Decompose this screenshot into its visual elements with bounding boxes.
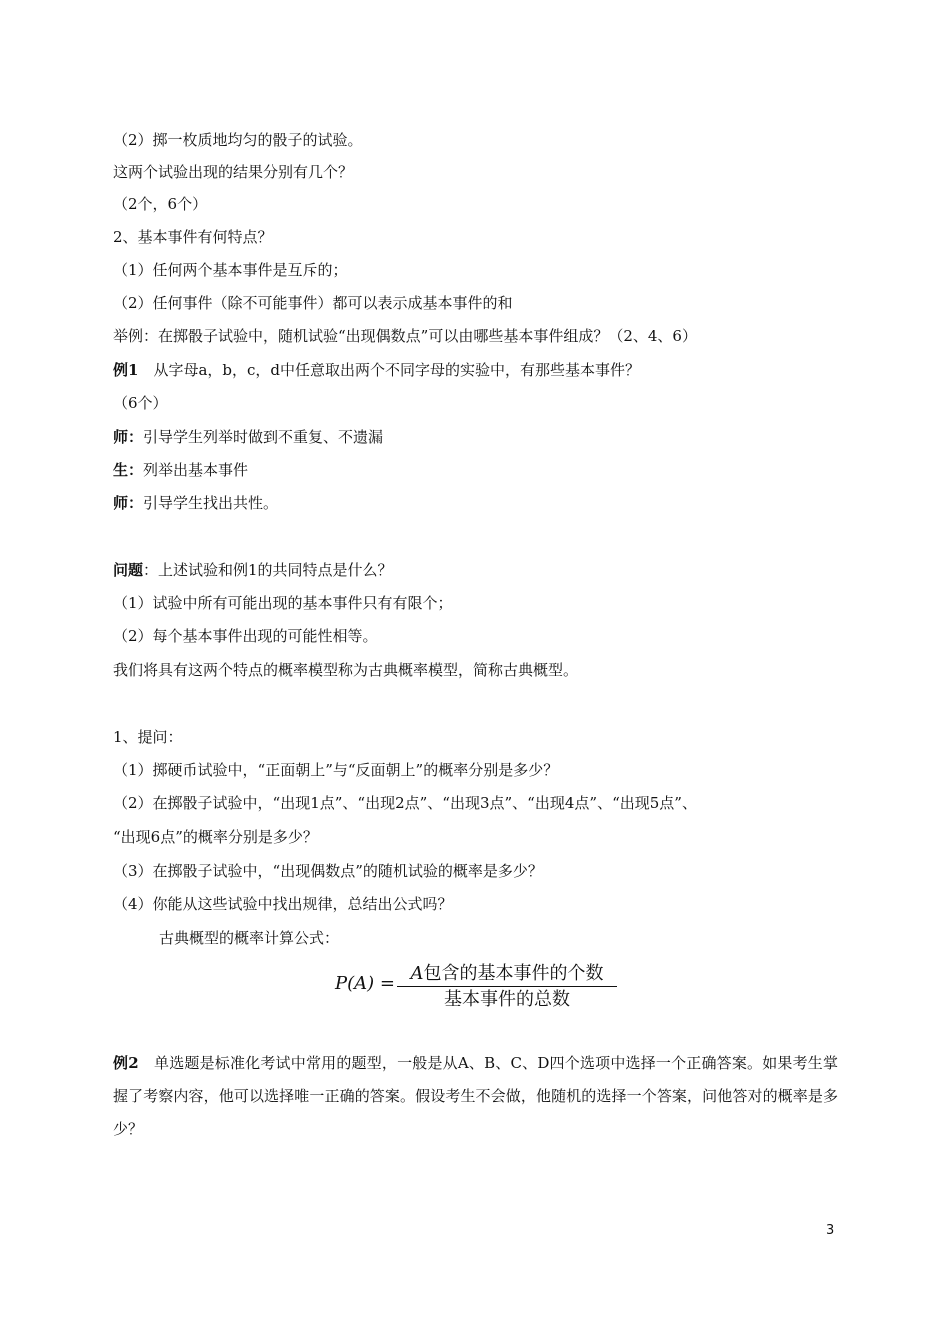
section-heading: 2、基本事件有何特点？ (113, 228, 273, 246)
text-line: （3）在掷骰子试验中，“出现偶数点”的随机试验的概率是多少？ (113, 862, 543, 880)
dialogue-text: 引导学生列举时做到不重复、不遗漏 (143, 428, 384, 446)
dialogue-text: 引导学生找出共性。 (143, 494, 279, 512)
text-line: （2）在掷骰子试验中，“出现1点”、“出现2点”、“出现3点”、“出现4点”、“出现5点”、 (113, 794, 697, 812)
example-1 (113, 360, 640, 380)
example-label: 例1 (113, 361, 139, 379)
text-line: （2个，6个） (113, 195, 208, 213)
page-number: 3 (826, 1223, 835, 1238)
example-text: 单选题是标准化考试中常用的题型，一般是从A、B、C、D四个选项中选择一个正确答案。如果考生掌握了考察内容，他可以选择唯一正确的答案。假设考生不会做，他随机的选择一个答案，问他答对的概率是多少？ (113, 1054, 839, 1138)
text-line: （2）掷一枚质地均匀的骰子的试验。 (113, 131, 363, 149)
formula-caption: 古典概型的概率计算公式： (159, 929, 340, 947)
dialogue-student (113, 460, 248, 480)
question-text: ：上述试验和例1的共同特点是什么？ (143, 561, 393, 579)
text-line: （6个） (113, 394, 168, 412)
formula-fraction (397, 963, 617, 1011)
example-2 (113, 1047, 838, 1146)
numerator-text: 包含的基本事件的个数 (423, 963, 604, 984)
text-line: （2）任何事件（除不可能事件）都可以表示成基本事件的和 (113, 294, 513, 312)
numerator-variable: A (410, 963, 424, 984)
formula-lhs: P(A) = (335, 973, 395, 994)
fraction-bar (397, 986, 617, 987)
question-label: 问题 (113, 561, 144, 579)
dialogue-teacher (113, 493, 278, 513)
dialogue-teacher (113, 427, 383, 447)
text-line: 这两个试验出现的结果分别有几个？ (113, 163, 354, 181)
text-line: 我们将具有这两个特点的概率模型称为古典概率模型，简称古典概型。 (113, 661, 579, 679)
formula-numerator (397, 963, 617, 985)
example-text: 从字母a，b，c，d中任意取出两个不同字母的实验中，有那些基本事件？ (138, 361, 640, 379)
text-line: （1）掷硬币试验中，“正面朝上”与“反面朝上”的概率分别是多少？ (113, 761, 559, 779)
text-line: “出现6点”的概率分别是多少？ (113, 828, 318, 846)
speaker-label: 师： (113, 428, 144, 446)
example-label: 例2 (113, 1054, 139, 1072)
text-line: （1）试验中所有可能出现的基本事件只有有限个； (113, 594, 453, 612)
text-line: （2）每个基本事件出现的可能性相等。 (113, 627, 378, 645)
question (113, 560, 393, 580)
dialogue-text: 列举出基本事件 (143, 461, 249, 479)
text-line: 举例：在掷骰子试验中，随机试验“出现偶数点”可以由哪些基本事件组成？（2、4、6） (113, 327, 697, 345)
text-line: （4）你能从这些试验中找出规律，总结出公式吗？ (113, 895, 453, 913)
speaker-label: 师： (113, 494, 144, 512)
section-heading: 1、提问： (113, 728, 183, 746)
formula-denominator: 基本事件的总数 (444, 989, 570, 1010)
text-line: （1）任何两个基本事件是互斥的； (113, 261, 348, 279)
speaker-label: 生： (113, 461, 144, 479)
